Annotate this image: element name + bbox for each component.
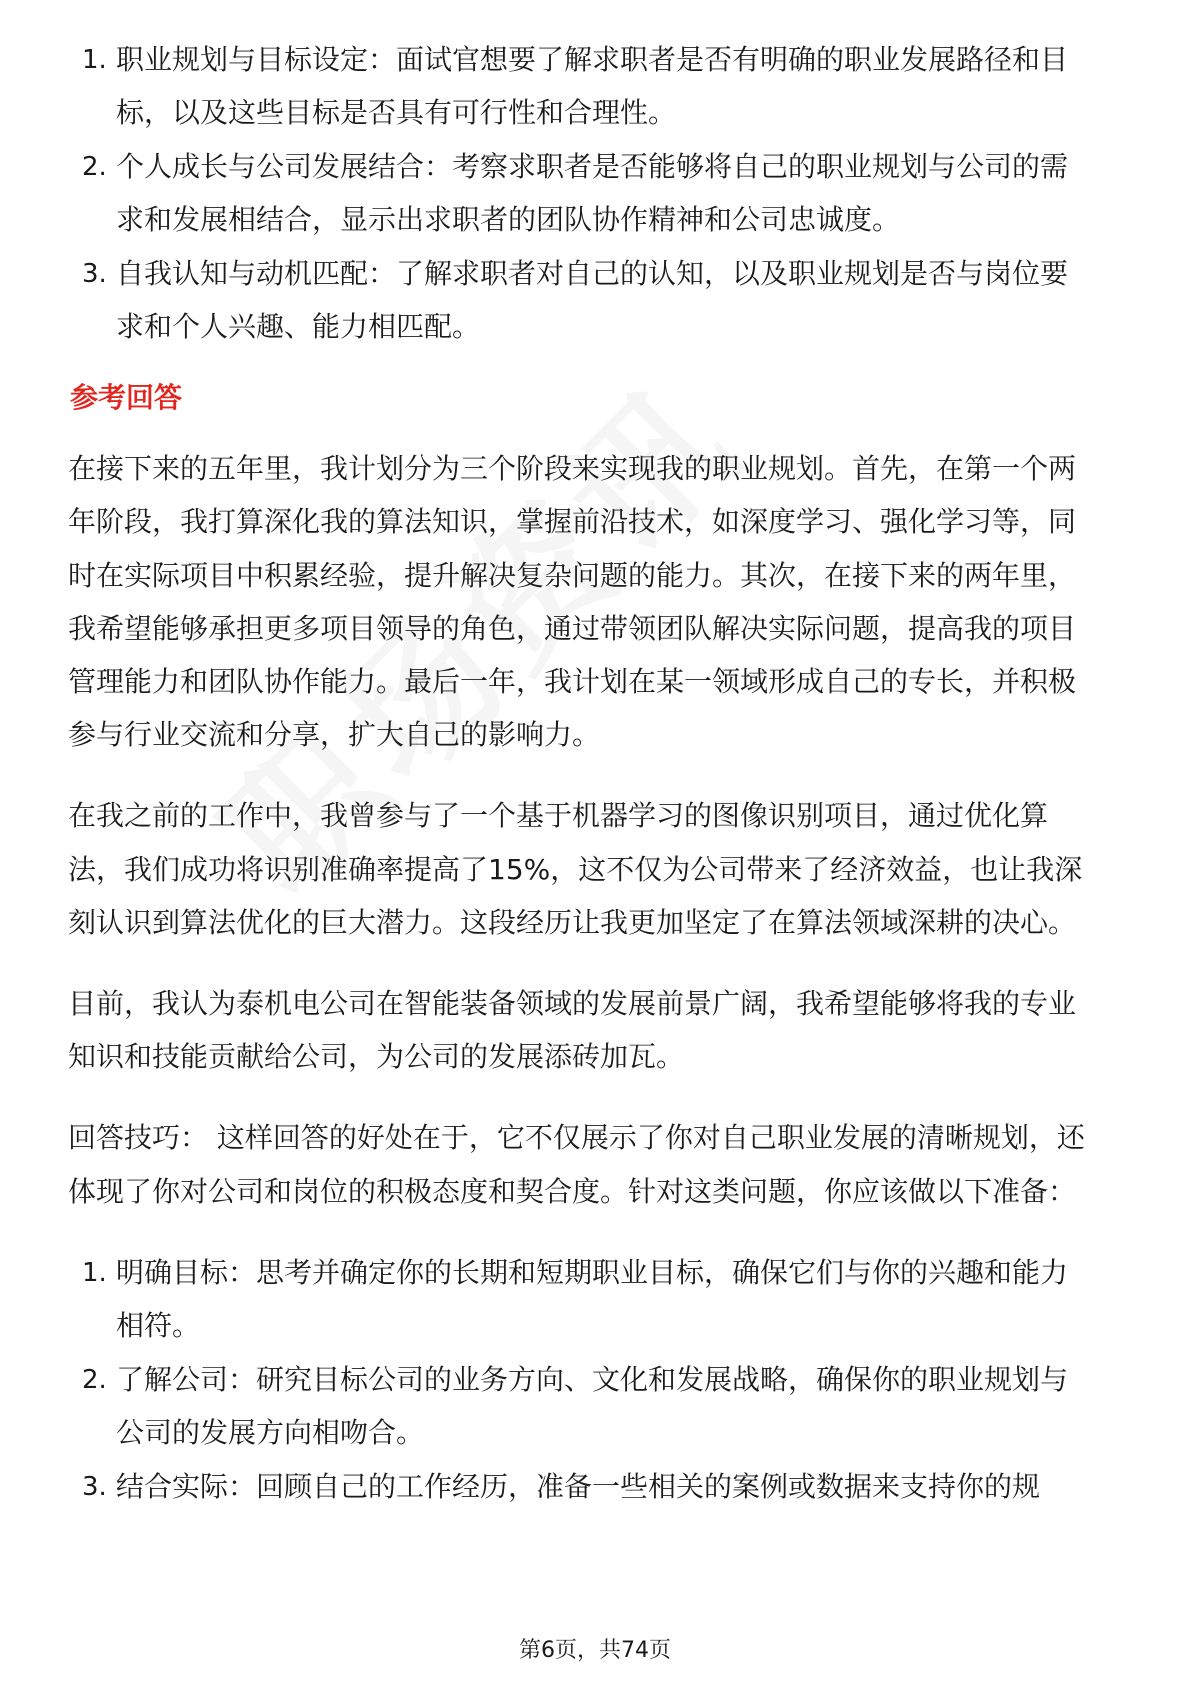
paragraph-line: 年阶段，我打算深化我的算法知识，掌握前沿技术，如深度学习、强化学习等，同 — [68, 505, 1077, 538]
paragraph-line: 在接下来的五年里，我计划分为三个阶段来实现我的职业规划。首先，在第一个两 — [68, 452, 1077, 485]
paragraph-line: 体现了你对公司和岗位的积极态度和契合度。针对这类问题，你应该做以下准备： — [68, 1175, 1077, 1208]
list-item-line: 相符。 — [116, 1309, 201, 1342]
paragraph-line: 刻认识到算法优化的巨大潜力。这段经历让我更加坚定了在算法领域深耕的决心。 — [68, 906, 1077, 939]
list-item-line: 明确目标：思考并确定你的长期和短期职业目标，确保它们与你的兴趣和能力 — [116, 1256, 1069, 1289]
paragraph-line: 参与行业交流和分享，扩大自己的影响力。 — [68, 718, 601, 751]
paragraph-line: 知识和技能贡献给公司，为公司的发展添砖加瓦。 — [68, 1040, 685, 1073]
list-number: 3. — [82, 259, 107, 289]
list-item-line: 公司的发展方向相吻合。 — [116, 1416, 425, 1449]
list-number: 1. — [82, 1258, 107, 1288]
list-number: 2. — [82, 1365, 107, 1395]
clipped-top-line — [0, 0, 1190, 76]
section-heading: 参考回答 — [70, 381, 183, 414]
paragraph-line: 目前，我认为泰机电公司在智能装备领域的发展前景广阔，我希望能够将我的专业 — [68, 987, 1077, 1020]
paragraph-line: 时在实际项目中积累经验，提升解决复杂问题的能力。其次，在接下来的两年里， — [68, 559, 1077, 592]
list-item-line: 了解公司：研究目标公司的业务方向、文化和发展战略，确保你的职业规划与 — [116, 1363, 1069, 1396]
list-item-line: 标，以及这些目标是否具有可行性和合理性。 — [116, 96, 677, 129]
page-footer: 第6页，共74页 — [519, 1638, 671, 1663]
paragraph-line: 法，我们成功将识别准确率提高了15%，这不仅为公司带来了经济效益，也让我深 — [68, 853, 1083, 886]
list-item-line: 自我认知与动机匹配：了解求职者对自己的认知，以及职业规划是否与岗位要 — [116, 257, 1069, 290]
list-number: 3. — [82, 1472, 107, 1502]
list-number: 2. — [82, 152, 107, 182]
paragraph-line: 在我之前的工作中，我曾参与了一个基于机器学习的图像识别项目，通过优化算 — [68, 799, 1049, 832]
paragraph-line: 我希望能够承担更多项目领导的角色，通过带领团队解决实际问题，提高我的项目 — [68, 612, 1077, 645]
list-item-line: 结合实际：回顾自己的工作经历，准备一些相关的案例或数据来支持你的规 — [116, 1470, 1041, 1503]
paragraph-line: 管理能力和团队协作能力。最后一年，我计划在某一领域形成自己的专长，并积极 — [68, 665, 1077, 698]
list-item-line: 职业规划与目标设定：面试官想要了解求职者是否有明确的职业发展路径和目 — [116, 43, 1069, 76]
list-item-line: 个人成长与公司发展结合：考察求职者是否能够将自己的职业规划与公司的需 — [116, 150, 1069, 183]
list-item-line: 求和发展相结合，显示出求职者的团队协作精神和公司忠诚度。 — [116, 203, 901, 236]
list-item-line: 求和个人兴趣、能力相匹配。 — [116, 310, 481, 343]
list-number: 1. — [82, 45, 107, 75]
paragraph-line: 回答技巧： 这样回答的好处在于，它不仅展示了你对自己职业发展的清晰规划，还 — [68, 1121, 1085, 1154]
